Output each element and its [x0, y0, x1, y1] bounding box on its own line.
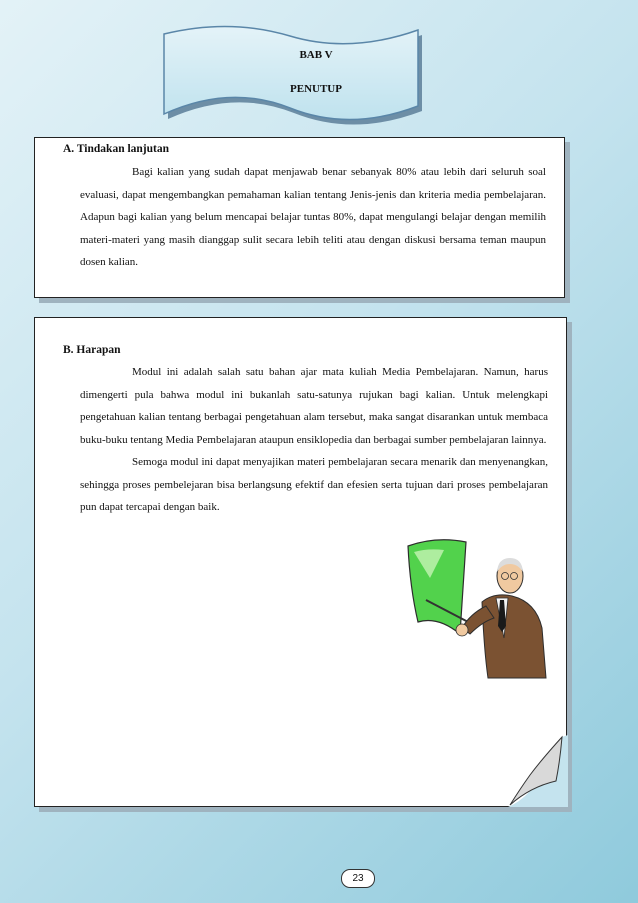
teacher-illustration [396, 518, 566, 688]
page-number: 23 [341, 869, 375, 888]
section-a-title: A. Tindakan lanjutan [63, 143, 170, 155]
section-b-title: B. Harapan [63, 344, 121, 356]
section-a-body [80, 161, 546, 274]
chapter-label: BAB V [299, 49, 333, 61]
section-a-paragraph: Bagi kalian yang sudah dapat menjawab benar sebanyak 80% atau lebih dari seluruh soal evaluasi, dapat mengembangkan pemahaman kalian tentang Jenis-jenis dan kriteria media pembelajaran. Adapun bagi kalian yang belum mencapai belajar tuntas 80%, dapat mengulangi belajar dengan memilih materi-materi yang masih dianggap sulit secara lebih teliti atau dengan diskusi bersama teman maupun dosen kalian. [80, 166, 546, 268]
section-a-panel [34, 137, 565, 298]
section-b-paragraph-1: Modul ini adalah salah satu bahan ajar mata kuliah Media Pembelajaran. Namun, harus dimengerti pula bahwa modul ini bukanlah satu-satunya rujukan bagi kalian. Untuk melengkapi pengetahuan kalian tentang berbagai pengetahuan alam tersebut, maka sangat disarankan untuk membaca buku-buku tentang Media Pembelajaran ataupun ensiklopedia dan berbagai sumber pembelajaran lainnya. [80, 366, 548, 446]
section-b-paragraph-2: Semoga modul ini dapat menyajikan materi pembelajaran secara menarik dan menyenangkan, sehingga proses pembelejaran bisa berlangsung efektif dan efesien serta tujuan dari proses pembelajaran pun dapat tercapai dengan baik. [80, 456, 548, 513]
section-b-body [80, 361, 548, 519]
banner-text [150, 46, 432, 98]
page-curl-decoration [508, 735, 568, 807]
chapter-title: PENUTUP [290, 83, 342, 95]
